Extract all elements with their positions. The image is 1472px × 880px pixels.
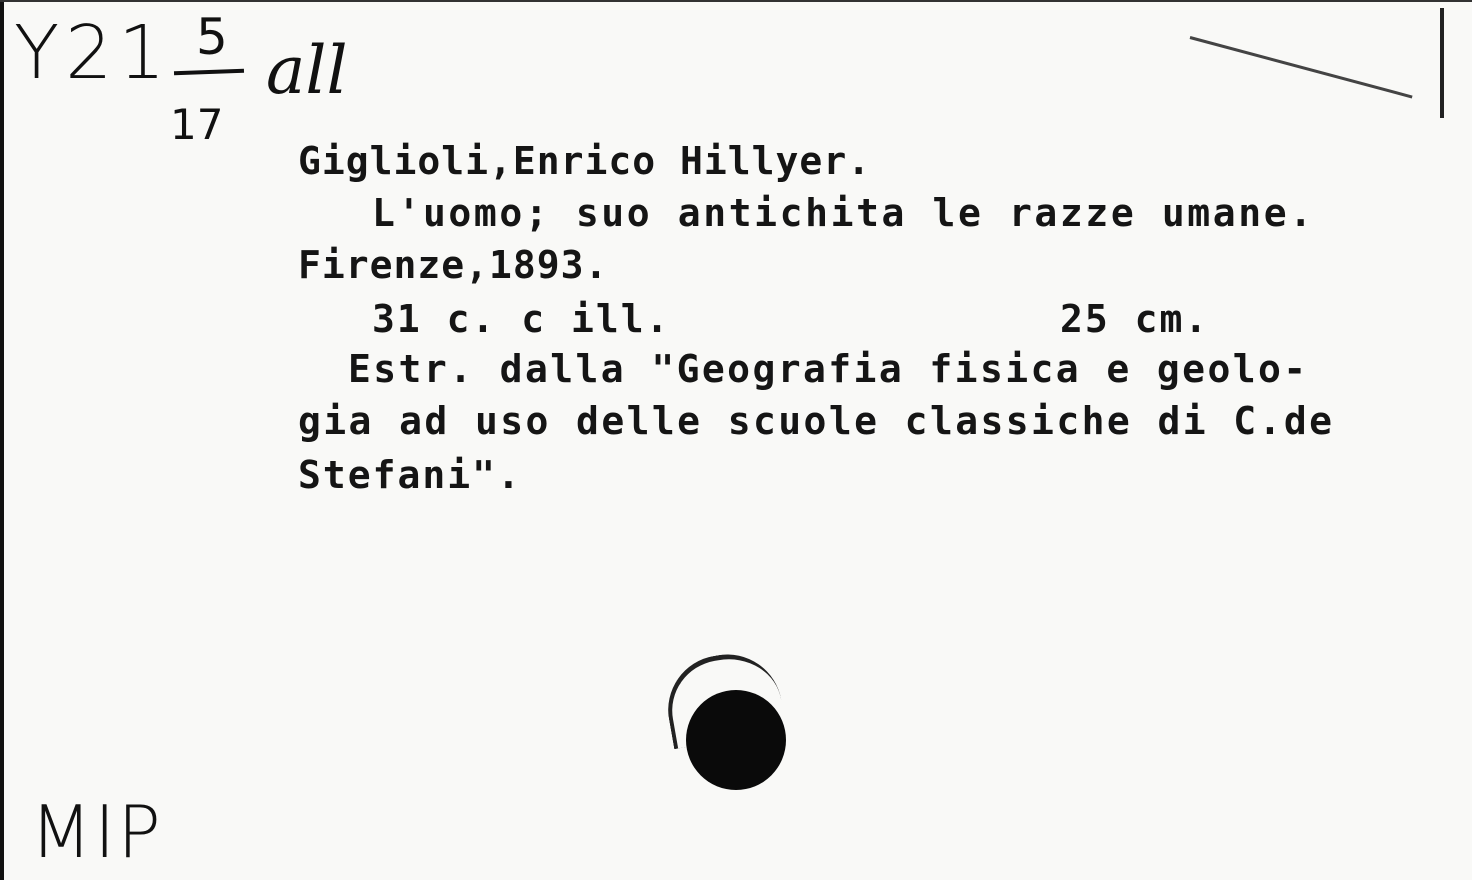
note-line-1: Estr. dalla "Geografia fisica e geolo- [348,347,1309,391]
pencil-scratch [1190,36,1413,98]
note-line-2: gia ad uso delle scuole classiche di C.de [298,399,1335,443]
pagination-line: 31 c. c ill. [372,297,671,341]
title-line: L'uomo; suo antichita le razze umane. [372,191,1315,235]
card-top-edge [0,0,1472,2]
shelf-mark: Y21 [14,10,172,96]
right-edge-mark [1440,8,1444,118]
bottom-mark: MIP [30,790,163,874]
shelf-fraction-denominator: 17 [170,100,224,149]
size-line: 25 cm. [1060,297,1210,341]
author-line: Giglioli,Enrico Hillyer. [298,139,872,183]
shelf-suffix: all [266,32,348,109]
note-line-3: Stefani". [298,453,522,497]
imprint-line: Firenze,1893. [298,243,609,287]
card-left-edge [0,0,4,880]
shelf-fraction-bar [174,69,244,75]
shelf-fraction-numerator: 5 [196,8,228,66]
punch-hole [686,690,786,790]
